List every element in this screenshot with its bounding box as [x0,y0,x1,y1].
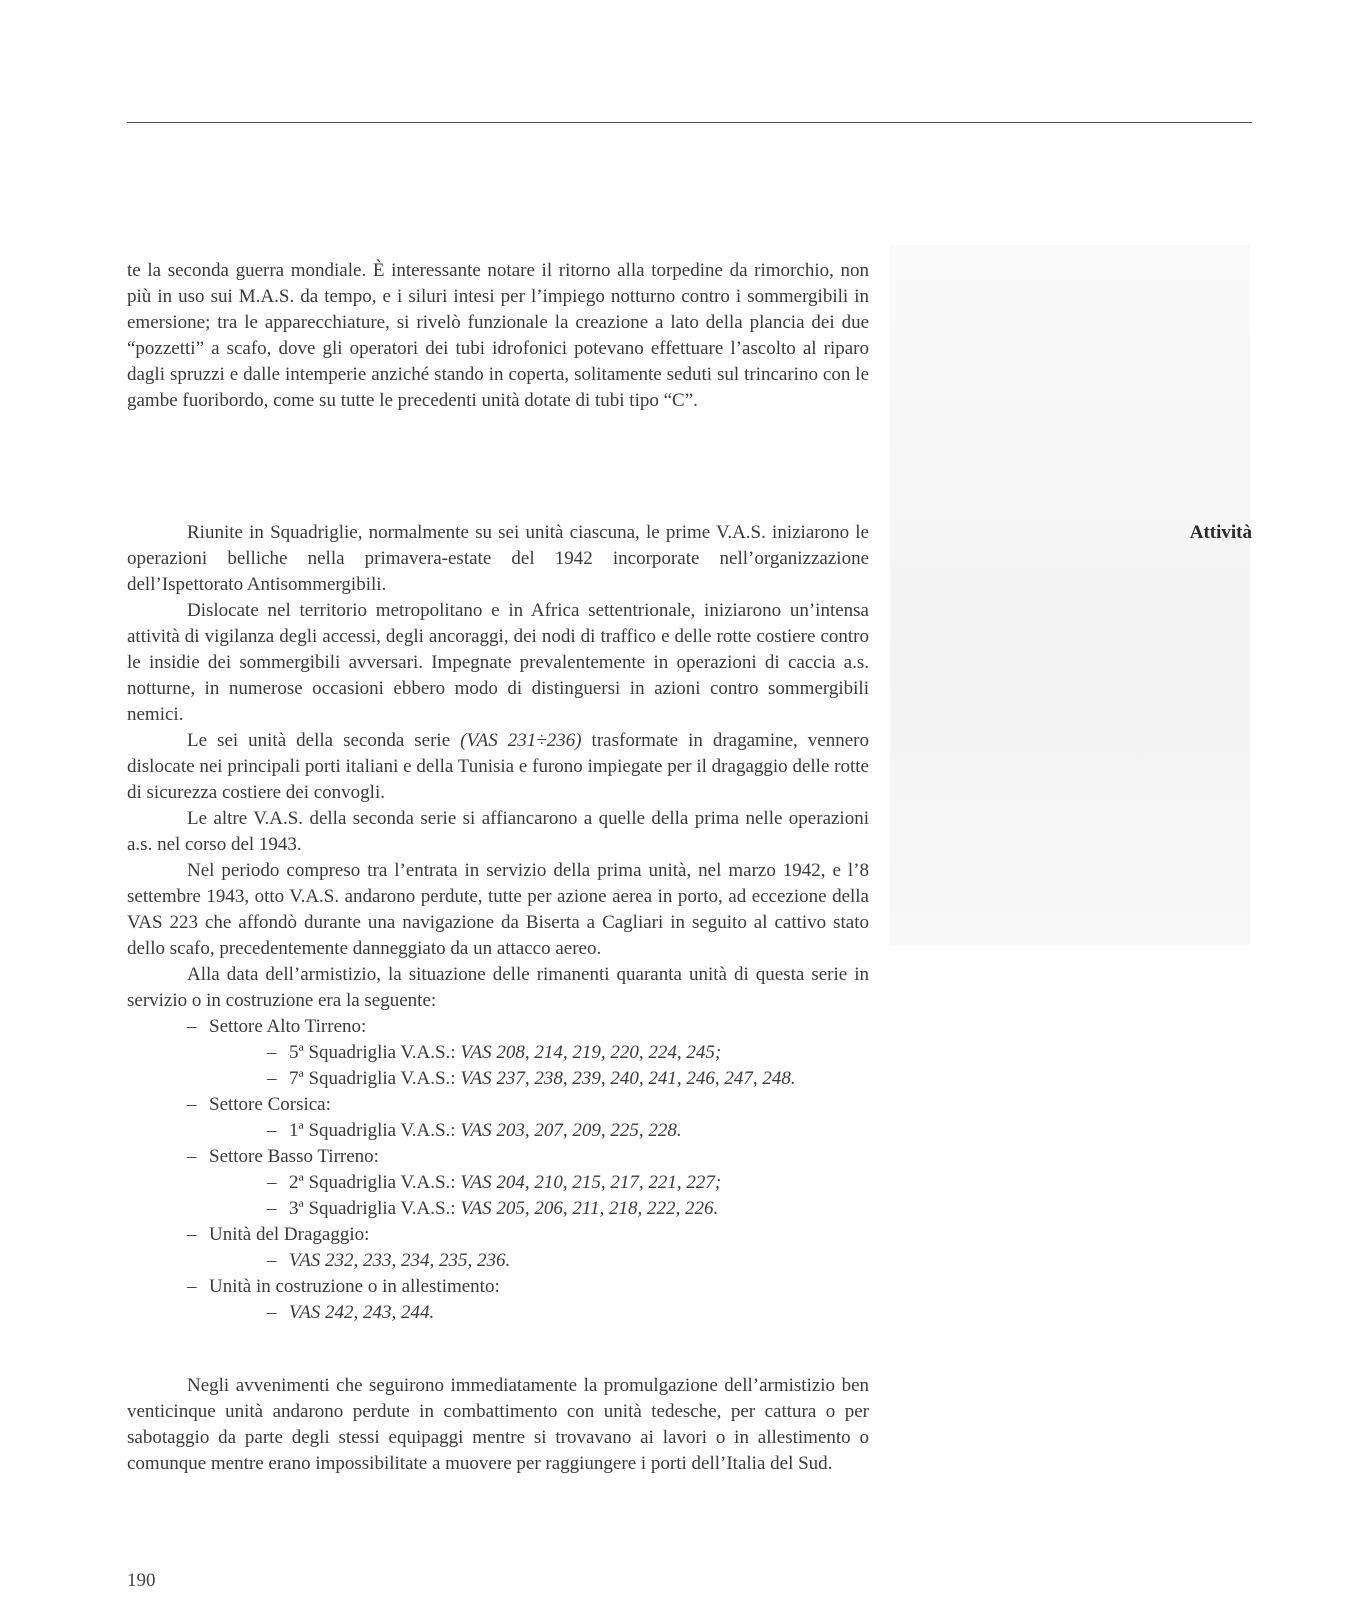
scan-shadow [890,245,1250,945]
activity-paragraph-2: Dislocate nel territorio metropolitano e in Africa settentrionale, iniziarono un’intensa attività di vigilanza degli accessi, degli ancoraggi, dei nodi di traffico e delle rotte costiere contro le insidie dei sommergibili avversari. Impegnate prevalentemente in operazioni di caccia a.s. notturne, in numerose occasioni ebbero modo di distinguersi in azioni contro sommergibili nemici. [127,600,869,725]
side-heading: Attività [1189,522,1252,543]
activity-section [127,520,869,1326]
list-item-squadron: – 2ª Squadriglia V.A.S.: VAS 204, 210, 215, 217, 221, 227; [267,1172,722,1193]
activity-paragraph-3 [127,728,869,806]
list-item-sector: – Settore Corsica: [187,1094,331,1115]
list-item-squadron: – 5ª Squadriglia V.A.S.: VAS 208, 214, 219, 220, 224, 245; [267,1042,722,1063]
p3-before: Le sei unità della seconda serie [187,730,461,751]
list-item-sector: – Settore Basso Tirreno: [187,1146,379,1167]
activity-paragraph-5: Nel periodo compreso tra l’entrata in servizio della prima unità, nel marzo 1942, e l’8 settembre 1943, otto V.A.S. andarono perdute, tutte per azione aerea in porto, ad eccezione della VAS 223 che affondò durante una navigazione da Biserta a Cagliari in seguito al cattivo stato dello scafo, precedentemente danneggiato da un attacco aereo. [127,860,869,959]
closing-text: Negli avvenimenti che seguirono immediatamente la promulgazione dell’armistizio ben venticinque unità andarono perdute in combattimento con unità tedesche, per cattura o per sabotaggio da parte degli stessi equipaggi mentre si trovavano ai lavori o in allestimento o comunque mentre erano impossibilitate a muovere per raggiungere i porti dell’Italia del Sud. [127,1375,869,1474]
activity-paragraph-4: Le altre V.A.S. della seconda serie si affiancarono a quelle della prima nelle operazioni a.s. nel corso del 1943. [127,808,869,855]
activity-paragraph-6: Alla data dell’armistizio, la situazione delle rimanenti quaranta unità di questa serie in servizio o in costruzione era la seguente: [127,964,869,1011]
unit-list [127,1014,869,1326]
activity-paragraph-1: Riunite in Squadriglie, normalmente su sei unità ciascuna, le prime V.A.S. iniziarono le operazioni belliche nella primavera-estate del 1942 incorporate nell’organizzazione dell’Ispettorato Antisommergibili. [127,522,869,595]
intro-paragraph [127,258,869,414]
list-item-units: – VAS 232, 233, 234, 235, 236. [267,1250,511,1271]
closing-paragraph [127,1373,869,1477]
page-number: 190 [127,1570,156,1591]
header-rule [127,122,1252,123]
intro-text: te la seconda guerra mondiale. È interessante notare il ritorno alla torpedine da rimorchio, non più in uso sui M.A.S. da tempo, e i siluri intesi per l’impiego notturno contro i sommergibili in emersione; tra le apparecchiature, si rivelò funzionale la creazione a lato della plancia dei due “pozzetti” a scafo, dove gli operatori dei tubi idrofonici potevano effettuare l’ascolto al riparo dagli spruzzi e dalle intemperie anziché stando in coperta, solitamente seduti sul trincarino con le gambe fuoribordo, come su tutte le precedenti unità dotate di tubi tipo “C”. [127,260,869,411]
list-item-sector: – Unità del Dragaggio: [187,1224,370,1245]
list-item-squadron: – 3ª Squadriglia V.A.S.: VAS 205, 206, 211, 218, 222, 226. [267,1198,719,1219]
list-item-squadron: – 1ª Squadriglia V.A.S.: VAS 203, 207, 209, 225, 228. [267,1120,682,1141]
p3-italic: (VAS 231÷236) [460,730,582,751]
p3-after: trasformate in dragamine, vennero dislocate nei principali porti italiani e della Tunisia e furono impiegate per il dragaggio delle rotte di sicurezza costiere dei convogli. [127,730,869,803]
list-item-squadron: – 7ª Squadriglia V.A.S.: VAS 237, 238, 239, 240, 241, 246, 247, 248. [267,1068,796,1089]
list-item-units: – VAS 242, 243, 244. [267,1302,435,1323]
list-item-sector: – Settore Alto Tirreno: [187,1016,367,1037]
list-item-sector: – Unità in costruzione o in allestimento: [187,1276,500,1297]
